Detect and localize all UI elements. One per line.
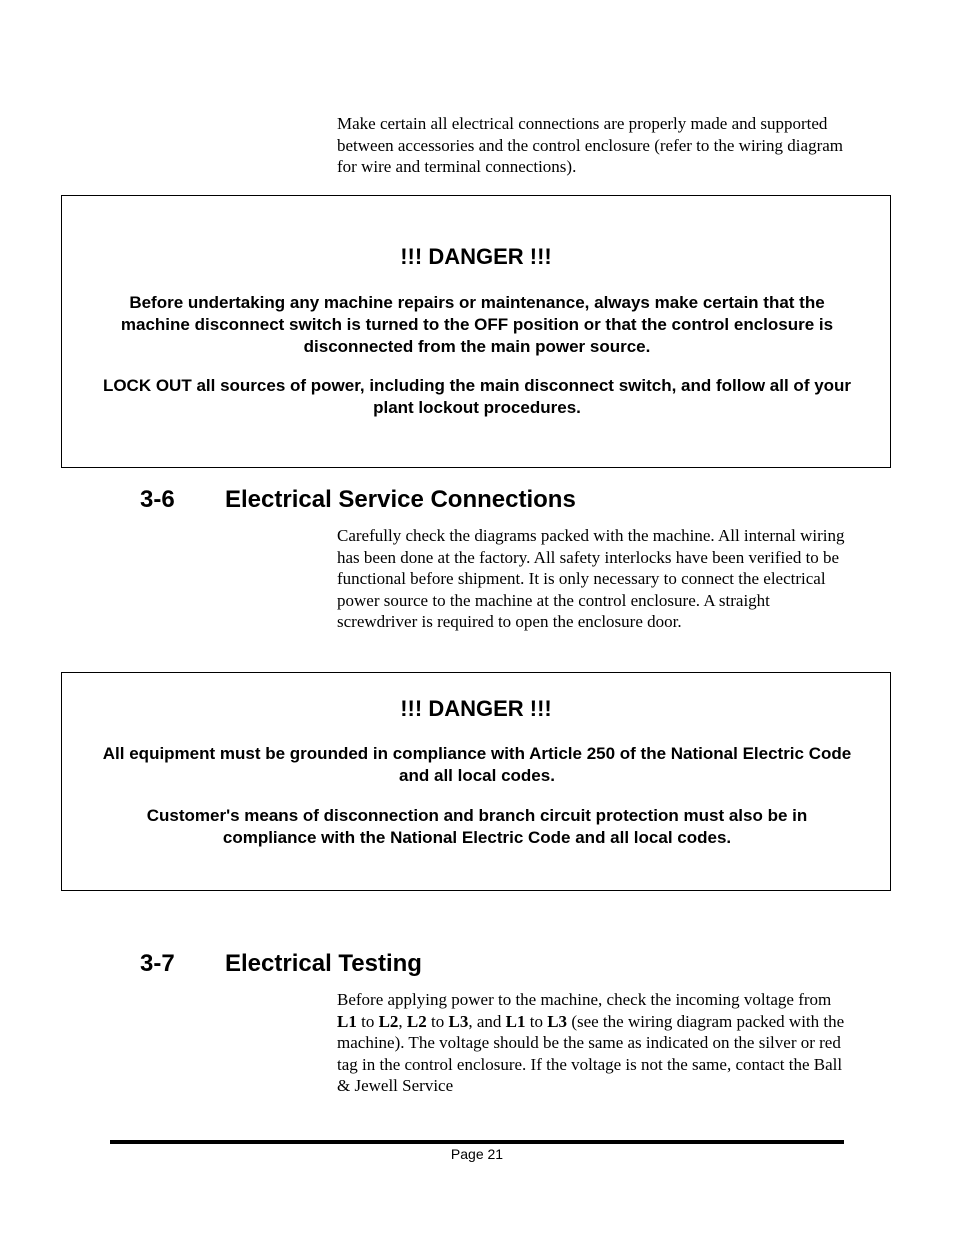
section-number: 3-7: [140, 950, 175, 977]
section-3-7-paragraph: Before applying power to the machine, check the incoming voltage from L1 to L2, L2 to L3, and L1 to L3 (see the wiring diagram packed with the machine). The voltage should be the same as indicated on the silver or red tag in the control enclosure. If the voltage is not the same, contact the Ball & Jewell Service: [337, 990, 845, 1095]
danger-box-1: [61, 195, 891, 468]
section-title: Electrical Testing: [225, 950, 422, 977]
danger-text: Before undertaking any machine repairs or maintenance, always make certain that the machine disconnect switch is turned to the OFF position or that the control enclosure is disconnected from the main power source.: [120, 293, 834, 356]
danger-text: All equipment must be grounded in compliance with Article 250 of the National Electric Code and all local codes.: [102, 744, 852, 785]
danger-box-2: [61, 672, 891, 891]
danger-text: LOCK OUT all sources of power, including the main disconnect switch, and follow all of your plant lockout procedures.: [102, 376, 852, 417]
section-heading-3-7: [140, 950, 422, 978]
section-3-6-paragraph: Carefully check the diagrams packed with the machine. All internal wiring has been done at the factory. All safety interlocks have been verified to be functional before shipment. It is only necessary to connect the electrical power source to the machine at the control enclosure. A straight screwdriver is required to open the enclosure door.: [337, 526, 845, 631]
danger-title: !!! DANGER !!!: [400, 696, 552, 721]
danger-title: !!! DANGER !!!: [400, 244, 552, 269]
danger-text: Customer's means of disconnection and branch circuit protection must also be in compliance with the National Electric Code and all local codes.: [146, 806, 808, 847]
section-title: Electrical Service Connections: [225, 486, 576, 513]
section-number: 3-6: [140, 486, 175, 513]
footer-rule: [110, 1140, 844, 1144]
page-number: Page 21: [450, 1146, 504, 1162]
section-heading-3-6: [140, 486, 576, 514]
intro-paragraph: Make certain all electrical connections are properly made and supported between accessories and the control enclosure (refer to the wiring diagram for wire and terminal connections).: [337, 114, 844, 176]
